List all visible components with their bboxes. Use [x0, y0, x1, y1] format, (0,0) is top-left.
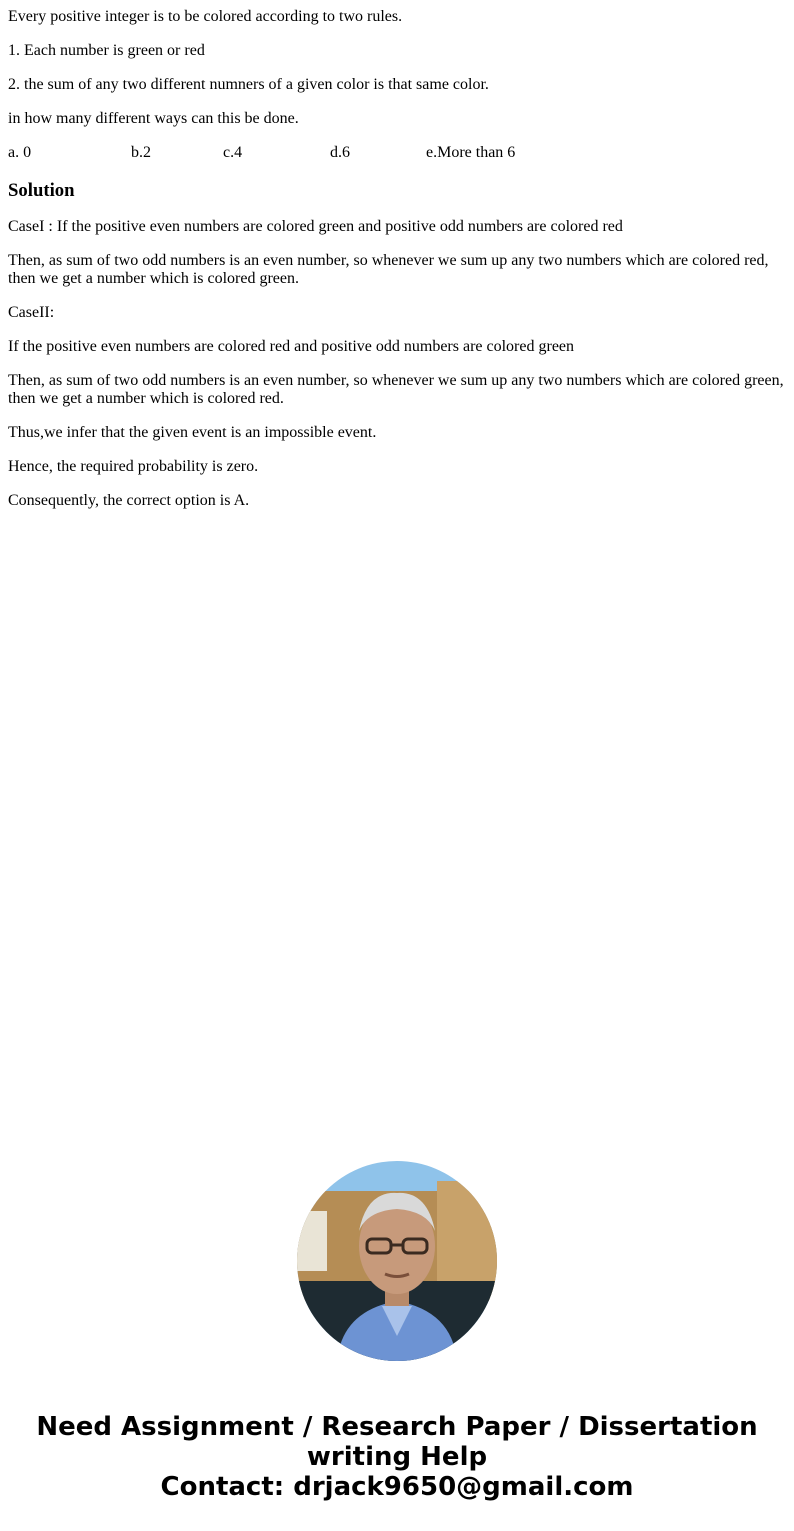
author-portrait-image	[297, 1161, 497, 1361]
promo-line-2: writing Help	[306, 1442, 488, 1472]
question-intro: Every positive integer is to be colored according to two rules.	[8, 8, 403, 25]
rule-2: 2. the sum of any two different numners of a given color is that same color.	[8, 76, 489, 93]
promo-contact: Contact: drjack9650@gmail.com	[160, 1472, 634, 1502]
question-prompt: in how many different ways can this be done.	[8, 110, 299, 127]
option-a: a. 0	[8, 144, 32, 161]
case2-setup: If the positive even numbers are colored red and positive odd numbers are colored green	[8, 338, 575, 355]
promo-line-1: Need Assignment / Research Paper / Dissertation	[36, 1412, 758, 1442]
inference: Thus,we infer that the given event is an impossible event.	[8, 424, 377, 441]
conclusion: Consequently, the correct option is A.	[8, 492, 250, 509]
promo-banner	[0, 1412, 794, 1502]
option-d: d.6	[330, 144, 350, 161]
probability-statement: Hence, the required probability is zero.	[8, 458, 259, 475]
option-e: e.More than 6	[426, 144, 516, 161]
option-c: c.4	[223, 144, 243, 161]
case1-title: CaseI : If the positive even numbers are colored green and positive odd numbers are colored red	[8, 218, 623, 235]
case2-title: CaseII:	[8, 304, 55, 321]
case1-body: Then, as sum of two odd numbers is an even number, so whenever we sum up any two numbers which are colored red, then we get a number which is colored green.	[8, 252, 769, 287]
answer-options	[8, 144, 786, 162]
solution-heading: Solution	[8, 180, 75, 201]
rule-1: 1. Each number is green or red	[8, 42, 205, 59]
document-body	[0, 8, 794, 510]
author-avatar	[297, 1161, 497, 1361]
case2-body: Then, as sum of two odd numbers is an even number, so whenever we sum up any two numbers which are colored green, then we get a number which is colored red.	[8, 372, 784, 407]
option-b: b.2	[131, 144, 151, 161]
